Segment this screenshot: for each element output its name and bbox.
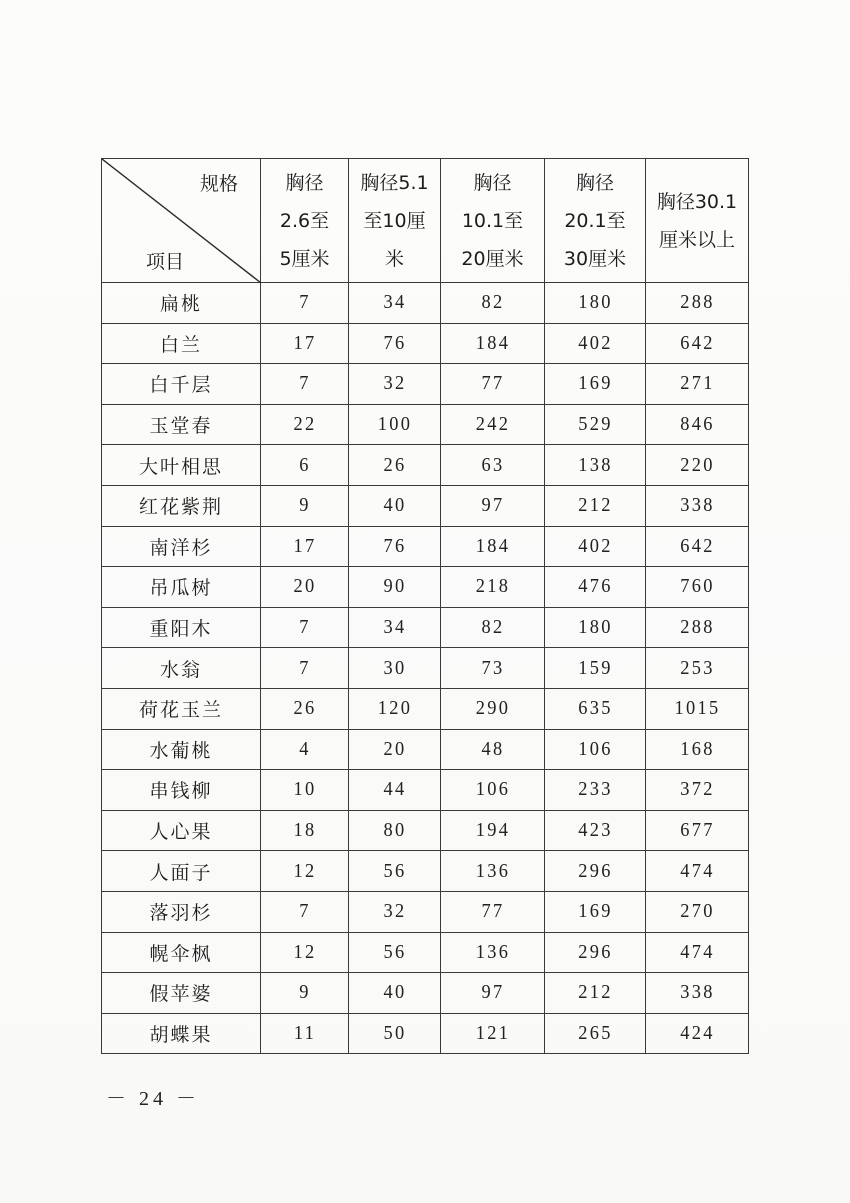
value-cell: 218 <box>445 567 541 608</box>
header-line: 胸径 <box>575 171 614 194</box>
value-cell: 184 <box>445 323 541 364</box>
corner-header-cell <box>102 159 261 283</box>
value-cell: 9 <box>264 485 345 526</box>
value-cell: 474 <box>650 851 745 892</box>
value-cell: 32 <box>352 891 437 932</box>
value-cell: 100 <box>352 404 437 445</box>
species-name-cell: 白千层 <box>102 364 261 405</box>
header-line: 2.6至 <box>279 209 330 232</box>
value-cell: 270 <box>650 891 745 932</box>
table-row <box>102 648 749 689</box>
value-cell: 265 <box>549 1013 642 1054</box>
table-row <box>102 891 749 932</box>
header-line: 胸径 <box>473 171 512 194</box>
species-name-cell: 假苹婆 <box>102 973 261 1014</box>
value-cell: 20 <box>352 729 437 770</box>
value-cell: 220 <box>650 445 745 486</box>
value-cell: 474 <box>650 932 745 973</box>
value-cell: 17 <box>264 526 345 567</box>
value-cell: 212 <box>549 973 642 1014</box>
value-cell: 26 <box>264 688 345 729</box>
header-line: 胸径30.1 <box>656 190 738 213</box>
species-name-cell: 吊瓜树 <box>102 567 261 608</box>
value-cell: 10 <box>264 770 345 811</box>
value-cell: 56 <box>352 932 437 973</box>
value-cell: 184 <box>445 526 541 567</box>
value-cell: 194 <box>445 810 541 851</box>
species-name-cell: 大叶相思 <box>102 445 261 486</box>
value-cell: 7 <box>264 607 345 648</box>
table-body <box>102 283 749 1054</box>
value-cell: 76 <box>352 323 437 364</box>
value-cell: 4 <box>264 729 345 770</box>
species-name-cell: 荷花玉兰 <box>102 688 261 729</box>
value-cell: 97 <box>445 973 541 1014</box>
table-row <box>102 1013 749 1054</box>
value-cell: 18 <box>264 810 345 851</box>
species-name-cell: 水葡桃 <box>102 729 261 770</box>
header-line: 米 <box>384 247 404 270</box>
value-cell: 77 <box>445 364 541 405</box>
species-name-cell: 红花紫荆 <box>102 485 261 526</box>
value-cell: 288 <box>650 607 745 648</box>
value-cell: 12 <box>264 851 345 892</box>
table-row <box>102 364 749 405</box>
value-cell: 30 <box>352 648 437 689</box>
value-cell: 180 <box>549 283 642 324</box>
value-cell: 290 <box>445 688 541 729</box>
value-cell: 635 <box>549 688 642 729</box>
value-cell: 56 <box>352 851 437 892</box>
value-cell: 288 <box>650 283 745 324</box>
value-cell: 106 <box>445 770 541 811</box>
species-name-cell: 人心果 <box>102 810 261 851</box>
value-cell: 338 <box>650 973 745 1014</box>
value-cell: 168 <box>650 729 745 770</box>
value-cell: 82 <box>445 607 541 648</box>
value-cell: 476 <box>549 567 642 608</box>
value-cell: 48 <box>445 729 541 770</box>
species-name-cell: 胡蝶果 <box>102 1013 261 1054</box>
species-name-cell: 幌伞枫 <box>102 932 261 973</box>
value-cell: 76 <box>352 526 437 567</box>
table-row <box>102 729 749 770</box>
value-cell: 402 <box>549 323 642 364</box>
value-cell: 26 <box>352 445 437 486</box>
table-row <box>102 932 749 973</box>
value-cell: 296 <box>549 932 642 973</box>
value-cell: 180 <box>549 607 642 648</box>
value-cell: 529 <box>549 404 642 445</box>
value-cell: 17 <box>264 323 345 364</box>
table-row <box>102 688 749 729</box>
value-cell: 9 <box>264 973 345 1014</box>
value-cell: 338 <box>650 485 745 526</box>
header-line: 至10厘 <box>363 209 426 232</box>
column-header-5_1-10cm <box>349 159 441 283</box>
species-name-cell: 玉堂春 <box>102 404 261 445</box>
tree-compensation-table <box>101 158 749 1054</box>
value-cell: 97 <box>445 485 541 526</box>
value-cell: 22 <box>264 404 345 445</box>
table-row <box>102 323 749 364</box>
value-cell: 271 <box>650 364 745 405</box>
value-cell: 120 <box>352 688 437 729</box>
species-name-cell: 白兰 <box>102 323 261 364</box>
column-header-20_1-30cm <box>545 159 646 283</box>
value-cell: 760 <box>650 567 745 608</box>
table-row <box>102 404 749 445</box>
column-header-2_6-5cm <box>261 159 349 283</box>
header-line: 胸径5.1 <box>360 171 429 194</box>
table-row <box>102 445 749 486</box>
value-cell: 402 <box>549 526 642 567</box>
value-cell: 424 <box>650 1013 745 1054</box>
item-label: 项目 <box>146 251 185 273</box>
value-cell: 169 <box>549 891 642 932</box>
value-cell: 136 <box>445 851 541 892</box>
species-name-cell: 扁桃 <box>102 283 261 324</box>
value-cell: 1015 <box>650 688 745 729</box>
table-row <box>102 283 749 324</box>
value-cell: 159 <box>549 648 642 689</box>
value-cell: 90 <box>352 567 437 608</box>
species-name-cell: 人面子 <box>102 851 261 892</box>
column-header-30_1cm-plus <box>646 159 749 283</box>
header-line: 20.1至 <box>564 209 626 232</box>
value-cell: 423 <box>549 810 642 851</box>
value-cell: 106 <box>549 729 642 770</box>
value-cell: 32 <box>352 364 437 405</box>
value-cell: 372 <box>650 770 745 811</box>
value-cell: 7 <box>264 283 345 324</box>
value-cell: 63 <box>445 445 541 486</box>
value-cell: 242 <box>445 404 541 445</box>
value-cell: 12 <box>264 932 345 973</box>
value-cell: 677 <box>650 810 745 851</box>
value-cell: 82 <box>445 283 541 324</box>
value-cell: 233 <box>549 770 642 811</box>
species-name-cell: 水翁 <box>102 648 261 689</box>
value-cell: 6 <box>264 445 345 486</box>
header-line: 厘米以上 <box>658 228 735 251</box>
table-row <box>102 973 749 1014</box>
value-cell: 846 <box>650 404 745 445</box>
table-row <box>102 485 749 526</box>
table-row <box>102 770 749 811</box>
value-cell: 34 <box>352 283 437 324</box>
value-cell: 212 <box>549 485 642 526</box>
value-cell: 34 <box>352 607 437 648</box>
table-row <box>102 526 749 567</box>
header-line: 30厘米 <box>563 247 627 270</box>
value-cell: 50 <box>352 1013 437 1054</box>
value-cell: 40 <box>352 485 437 526</box>
value-cell: 642 <box>650 323 745 364</box>
page-number: － 24 － <box>106 1088 200 1110</box>
value-cell: 7 <box>264 364 345 405</box>
value-cell: 253 <box>650 648 745 689</box>
header-line: 5厘米 <box>279 247 330 270</box>
value-cell: 7 <box>264 648 345 689</box>
value-cell: 7 <box>264 891 345 932</box>
value-cell: 138 <box>549 445 642 486</box>
value-cell: 44 <box>352 770 437 811</box>
species-name-cell: 串钱柳 <box>102 770 261 811</box>
value-cell: 80 <box>352 810 437 851</box>
species-name-cell: 南洋杉 <box>102 526 261 567</box>
header-line: 20厘米 <box>461 247 524 270</box>
spec-label: 规格 <box>199 173 238 195</box>
value-cell: 121 <box>445 1013 541 1054</box>
header-line: 胸径 <box>285 171 324 194</box>
value-cell: 296 <box>549 851 642 892</box>
table-header-row <box>102 159 749 283</box>
value-cell: 136 <box>445 932 541 973</box>
header-line: 10.1至 <box>461 209 524 232</box>
value-cell: 642 <box>650 526 745 567</box>
value-cell: 73 <box>445 648 541 689</box>
table-row <box>102 851 749 892</box>
value-cell: 169 <box>549 364 642 405</box>
value-cell: 77 <box>445 891 541 932</box>
table-row <box>102 607 749 648</box>
value-cell: 11 <box>264 1013 345 1054</box>
species-name-cell: 重阳木 <box>102 607 261 648</box>
value-cell: 20 <box>264 567 345 608</box>
value-cell: 40 <box>352 973 437 1014</box>
column-header-10_1-20cm <box>441 159 545 283</box>
table-row <box>102 810 749 851</box>
table-row <box>102 567 749 608</box>
species-name-cell: 落羽杉 <box>102 891 261 932</box>
